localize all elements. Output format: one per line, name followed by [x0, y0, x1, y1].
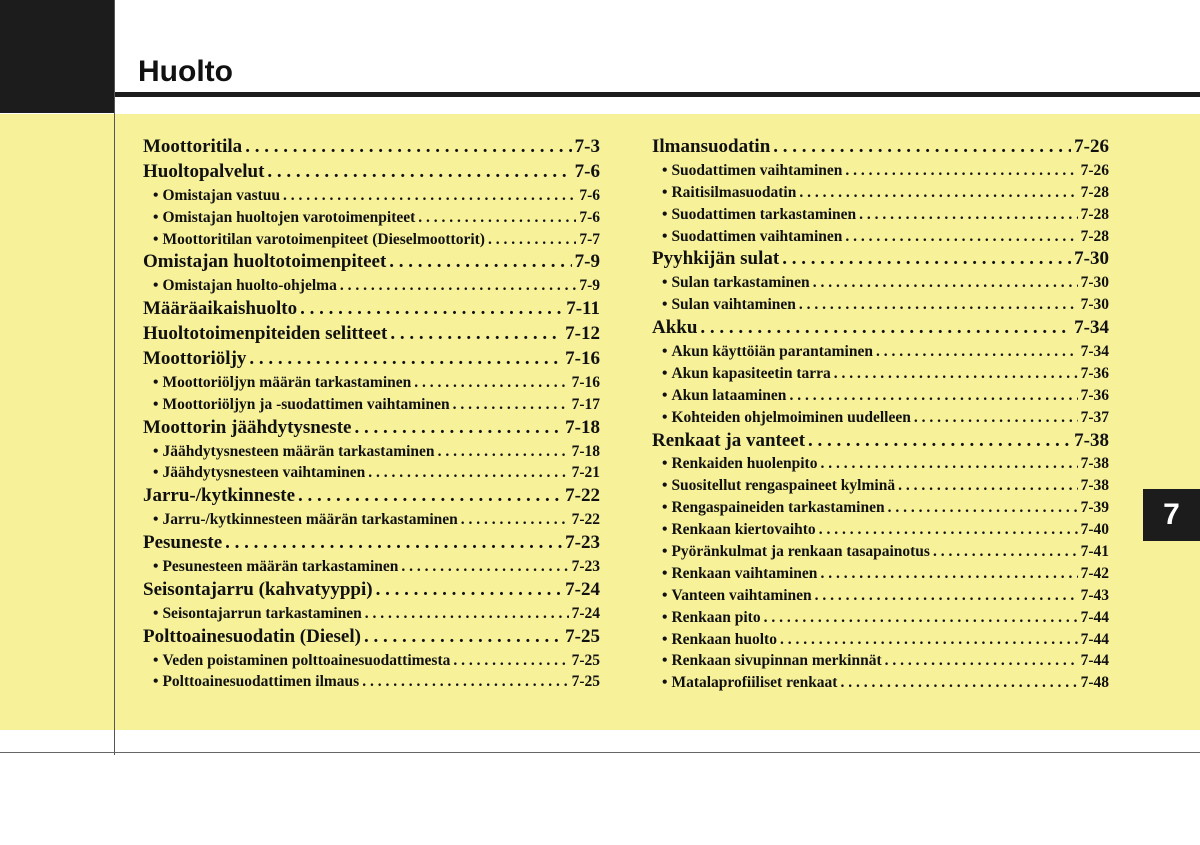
toc-entry-label: Moottoriöljyn määrän tarkastaminen [162, 373, 412, 391]
bullet-icon: • [662, 608, 668, 626]
toc-subsection-entry[interactable] [652, 563, 1109, 585]
toc-page-number: 7-34 [1074, 317, 1109, 339]
toc-page-number: 7-18 [565, 416, 600, 438]
bullet-icon: • [662, 477, 668, 495]
toc-section-entry[interactable] [143, 531, 600, 556]
toc-section-entry[interactable] [143, 484, 600, 509]
dot-leader [888, 497, 1078, 519]
bullet-icon: • [153, 186, 159, 204]
page-title: Huolto [138, 55, 233, 88]
bullet-icon: • [153, 511, 159, 529]
toc-subsection-entry[interactable] [143, 394, 600, 416]
bullet-icon: • [153, 208, 159, 226]
toc-entry-label: Moottoriöljyn ja -suodattimen vaihtaminen [162, 395, 450, 413]
toc-entry-label: Ilmansuodatin [652, 136, 771, 157]
toc-page-number: 7-6 [579, 208, 600, 226]
toc-entry-label: Määräaikaishuolto [143, 298, 298, 320]
toc-entry-label: Sulan tarkastaminen [671, 274, 810, 292]
toc-subsection-entry[interactable] [652, 519, 1109, 541]
toc-entry-label: Vanteen vaihtaminen [671, 586, 812, 604]
toc-section-entry[interactable] [143, 135, 600, 160]
toc-page-number: 7-39 [1080, 499, 1109, 517]
toc-entry-label: Moottoritilan varotoimenpiteet (Dieselmoottorit) [162, 230, 485, 248]
bullet-icon: • [153, 651, 159, 669]
toc-subsection-entry[interactable] [143, 275, 600, 297]
dot-leader [418, 207, 576, 229]
dot-leader [799, 182, 1077, 204]
dot-leader [773, 135, 1071, 160]
toc-entry-label: Pesuneste [143, 532, 223, 554]
dot-leader [782, 247, 1071, 272]
dot-leader [808, 429, 1071, 454]
toc-page-number: 7-44 [1080, 630, 1109, 648]
toc-page-number: 7-30 [1080, 274, 1109, 292]
toc-entry-label: Omistajan huoltojen varotoimenpiteet [162, 208, 416, 226]
toc-entry-label: Renkaat ja vanteet [652, 429, 806, 451]
dot-leader [845, 226, 1077, 248]
toc-entry-label: Matalaprofiiliset renkaat [671, 674, 838, 692]
toc-entry-label: Pesunesteen määrän tarkastaminen [162, 558, 399, 576]
bullet-icon: • [662, 499, 668, 517]
toc-entry-label: Jarru-/kytkinneste [143, 485, 295, 507]
toc-entry-label: Polttoainesuodattimen ilmaus [162, 673, 360, 691]
dot-leader [820, 563, 1077, 585]
toc-subsection-entry[interactable] [652, 407, 1109, 429]
toc-entry-label: Akun kapasiteetin tarra [671, 364, 831, 382]
toc-section-entry[interactable] [143, 250, 600, 275]
bullet-icon: • [153, 604, 159, 622]
toc-section-entry[interactable] [143, 416, 600, 441]
dot-leader [453, 394, 569, 416]
toc-entry-label: Omistajan vastuu [162, 186, 280, 204]
toc-page-number: 7-28 [1080, 183, 1109, 201]
dot-leader [368, 462, 568, 484]
dot-leader [780, 629, 1078, 651]
bullet-icon: • [662, 161, 668, 179]
toc-entry-label: Suodattimen vaihtaminen [671, 227, 843, 245]
toc-section-entry[interactable] [143, 297, 600, 322]
toc-subsection-entry[interactable] [143, 650, 600, 672]
toc-subsection-entry[interactable] [652, 475, 1109, 497]
toc-page-number: 7-26 [1074, 136, 1109, 157]
dot-leader [376, 578, 563, 603]
toc-section-entry[interactable] [143, 322, 600, 347]
toc-subsection-entry[interactable] [652, 363, 1109, 385]
toc-subsection-entry[interactable] [652, 453, 1109, 475]
bullet-icon: • [153, 673, 159, 691]
toc-entry-label: Akku [652, 317, 698, 339]
toc-subsection-entry[interactable] [652, 160, 1109, 182]
bullet-icon: • [153, 395, 159, 413]
toc-subsection-entry[interactable] [143, 603, 600, 625]
bullet-icon: • [662, 386, 668, 404]
dot-leader [840, 672, 1077, 694]
toc-entry-label: Moottoritila [143, 136, 243, 157]
bullet-icon: • [153, 277, 159, 295]
toc-page-number: 7-30 [1080, 296, 1109, 314]
toc-entry-label: Renkaan vaihtaminen [671, 564, 818, 582]
toc-page-number: 7-17 [571, 395, 600, 413]
bullet-icon: • [662, 455, 668, 473]
toc-entry-label: Renkaan huolto [671, 630, 777, 648]
toc-section-entry[interactable] [143, 625, 600, 650]
dot-leader [815, 585, 1078, 607]
toc-subsection-entry[interactable] [652, 341, 1109, 363]
toc-entry-label: Sulan vaihtaminen [671, 296, 796, 314]
toc-page-number: 7-23 [565, 532, 600, 554]
toc-section-entry[interactable] [143, 578, 600, 603]
toc-subsection-entry[interactable] [652, 650, 1109, 672]
toc-entry-label: Jäähdytysnesteen vaihtaminen [162, 464, 366, 482]
toc-page-number: 7-43 [1080, 586, 1109, 604]
toc-entry-label: Renkaan kiertovaihto [671, 521, 816, 539]
dot-leader [364, 625, 562, 650]
dot-leader [764, 607, 1078, 629]
toc-entry-label: Renkaan pito [671, 608, 761, 626]
toc-subsection-entry[interactable] [652, 226, 1109, 248]
toc-section-entry[interactable] [652, 429, 1109, 454]
dot-leader [461, 509, 569, 531]
toc-entry-label: Seisontajarrun tarkastaminen [162, 604, 362, 622]
dot-leader [834, 363, 1078, 385]
bullet-icon: • [662, 274, 668, 292]
bottom-rule [0, 752, 1200, 753]
toc-subsection-entry[interactable] [652, 672, 1109, 694]
dot-leader [283, 185, 576, 207]
toc-page-number: 7-21 [571, 464, 600, 482]
toc-page-number: 7-48 [1080, 674, 1109, 692]
toc-page-number: 7-36 [1080, 386, 1109, 404]
toc-page-number: 7-42 [1080, 564, 1109, 582]
toc-subsection-entry[interactable] [652, 629, 1109, 651]
toc-page-number: 7-40 [1080, 521, 1109, 539]
bullet-icon: • [662, 586, 668, 604]
toc-entry-label: Jarru-/kytkinnesteen määrän tarkastaminen [162, 511, 458, 529]
toc-entry-label: Moottoriöljy [143, 348, 247, 370]
toc-page-number: 7-16 [571, 373, 600, 391]
toc-subsection-entry[interactable] [143, 207, 600, 229]
toc-entry-label: Moottorin jäähdytysneste [143, 416, 352, 438]
toc-entry-label: Suositellut rengaspaineet kylminä [671, 477, 896, 495]
bullet-icon: • [662, 652, 668, 670]
toc-page-number: 7-41 [1080, 543, 1109, 561]
dot-leader [914, 407, 1078, 429]
dot-leader [414, 372, 568, 394]
dot-leader [354, 416, 562, 441]
bullet-icon: • [153, 558, 159, 576]
toc-entry-label: Huoltotoimenpiteiden selitteet [143, 323, 388, 345]
dot-leader [298, 484, 562, 509]
toc-page-number: 7-24 [565, 578, 600, 600]
toc-page-number: 7-28 [1080, 205, 1109, 223]
toc-subsection-entry[interactable] [143, 509, 600, 531]
dot-leader [845, 160, 1077, 182]
toc-entry-label: Kohteiden ohjelmoiminen uudelleen [671, 408, 911, 426]
toc-page-number: 7-44 [1080, 652, 1109, 670]
dot-leader [488, 229, 576, 251]
toc-subsection-entry[interactable] [652, 585, 1109, 607]
toc-page-number: 7-44 [1080, 608, 1109, 626]
toc-page-number: 7-38 [1074, 429, 1109, 451]
bullet-icon: • [662, 543, 668, 561]
toc-page-number: 7-37 [1080, 408, 1109, 426]
dot-leader [245, 135, 571, 160]
corner-block [0, 0, 115, 113]
margin-line [114, 0, 115, 755]
bullet-icon: • [153, 373, 159, 391]
toc-page-number: 7-36 [1080, 364, 1109, 382]
toc-page-number: 7-6 [579, 186, 600, 204]
dot-leader [249, 347, 562, 372]
toc-page-number: 7-25 [571, 673, 600, 691]
toc-subsection-entry[interactable] [652, 497, 1109, 519]
toc-subsection-entry[interactable] [652, 607, 1109, 629]
toc-subsection-entry[interactable] [143, 462, 600, 484]
dot-leader [700, 316, 1071, 341]
dot-leader [813, 272, 1078, 294]
toc-page-number: 7-18 [571, 442, 600, 460]
toc-entry-label: Raitisilmasuodatin [671, 183, 797, 201]
toc-page-number: 7-3 [574, 136, 600, 157]
dot-leader [438, 441, 569, 463]
toc-entry-label: Pyöränkulmat ja renkaan tasapainotus [671, 543, 930, 561]
toc-section-entry[interactable] [652, 316, 1109, 341]
dot-leader [362, 671, 568, 693]
toc-entry-label: Suodattimen tarkastaminen [671, 205, 857, 223]
dot-leader [876, 341, 1078, 363]
toc-section-entry[interactable] [652, 247, 1109, 272]
toc-page-number: 7-28 [1080, 227, 1109, 245]
toc-page-number: 7-24 [571, 604, 600, 622]
bullet-icon: • [153, 442, 159, 460]
toc-page-number: 7-30 [1074, 248, 1109, 270]
toc-page-number: 7-22 [571, 511, 600, 529]
toc-page-number: 7-23 [571, 558, 600, 576]
toc-subsection-entry[interactable] [143, 671, 600, 693]
bullet-icon: • [662, 227, 668, 245]
toc-entry-label: Veden poistaminen polttoainesuodattimesta [162, 651, 451, 669]
bullet-icon: • [662, 630, 668, 648]
toc-section-entry[interactable] [143, 160, 600, 185]
toc-subsection-entry[interactable] [652, 385, 1109, 407]
toc-subsection-entry[interactable] [143, 441, 600, 463]
dot-leader [898, 475, 1078, 497]
toc-page-number: 7-34 [1080, 343, 1109, 361]
bullet-icon: • [153, 464, 159, 482]
bullet-icon: • [662, 521, 668, 539]
bullet-icon: • [153, 230, 159, 248]
toc-entry-label: Jäähdytysnesteen määrän tarkastaminen [162, 442, 435, 460]
toc-entry-label: Akun käyttöiän parantaminen [671, 343, 873, 361]
bullet-icon: • [662, 183, 668, 201]
dot-leader [819, 519, 1078, 541]
toc-page-number: 7-9 [574, 251, 600, 273]
toc-entry-label: Pyyhkijän sulat [652, 248, 780, 270]
bullet-icon: • [662, 564, 668, 582]
toc-entry-label: Seisontajarru (kahvatyyppi) [143, 578, 373, 600]
toc-subsection-entry[interactable] [143, 556, 600, 578]
toc-entry-label: Akun lataaminen [671, 386, 787, 404]
dot-leader [859, 204, 1077, 226]
toc-entry-label: Omistajan huolto-ohjelma [162, 277, 337, 295]
toc-subsection-entry[interactable] [652, 541, 1109, 563]
toc-page-number: 7-38 [1080, 455, 1109, 473]
toc-entry-label: Renkaiden huolenpito [671, 455, 818, 473]
toc-subsection-entry[interactable] [652, 272, 1109, 294]
toc-subsection-entry[interactable] [652, 294, 1109, 316]
bullet-icon: • [662, 408, 668, 426]
dot-leader [401, 556, 568, 578]
toc-page-number: 7-11 [566, 298, 600, 320]
toc-entry-label: Huoltopalvelut [143, 160, 265, 182]
dot-leader [365, 603, 569, 625]
toc-section-entry[interactable] [652, 135, 1109, 160]
dot-leader [799, 294, 1078, 316]
toc-left-column [143, 135, 600, 693]
toc-page-number: 7-9 [579, 277, 600, 295]
dot-leader [389, 250, 571, 275]
toc-subsection-entry[interactable] [143, 372, 600, 394]
toc-entry-label: Rengaspaineiden tarkastaminen [671, 499, 885, 517]
toc-page-number: 7-6 [574, 160, 600, 182]
title-rule [115, 92, 1200, 97]
dot-leader [390, 322, 562, 347]
toc-section-entry[interactable] [143, 347, 600, 372]
bullet-icon: • [662, 296, 668, 314]
dot-leader [267, 160, 571, 185]
toc-page-number: 7-12 [565, 323, 600, 345]
dot-leader [300, 297, 563, 322]
toc-subsection-entry[interactable] [652, 182, 1109, 204]
dot-leader [820, 453, 1077, 475]
bullet-icon: • [662, 205, 668, 223]
toc-page-number: 7-38 [1080, 477, 1109, 495]
toc-subsection-entry[interactable] [143, 229, 600, 251]
toc-subsection-entry[interactable] [652, 204, 1109, 226]
toc-entry-label: Renkaan sivupinnan merkinnät [671, 652, 882, 670]
toc-page-number: 7-22 [565, 485, 600, 507]
toc-page-number: 7-7 [579, 230, 600, 248]
toc-subsection-entry[interactable] [143, 185, 600, 207]
toc-page-number: 7-16 [565, 348, 600, 370]
toc-right-column [652, 135, 1109, 694]
dot-leader [340, 275, 577, 297]
toc-page-number: 7-25 [571, 651, 600, 669]
dot-leader [453, 650, 568, 672]
dot-leader [789, 385, 1077, 407]
toc-page-number: 7-25 [565, 625, 600, 647]
bullet-icon: • [662, 674, 668, 692]
dot-leader [885, 650, 1078, 672]
dot-leader [225, 531, 562, 556]
bullet-icon: • [662, 364, 668, 382]
bullet-icon: • [662, 343, 668, 361]
chapter-tab[interactable]: 7 [1143, 489, 1200, 541]
toc-entry-label: Polttoainesuodatin (Diesel) [143, 625, 361, 647]
toc-page-number: 7-26 [1080, 161, 1109, 179]
dot-leader [933, 541, 1078, 563]
toc-entry-label: Suodattimen vaihtaminen [671, 161, 843, 179]
toc-entry-label: Omistajan huoltotoimenpiteet [143, 251, 387, 273]
